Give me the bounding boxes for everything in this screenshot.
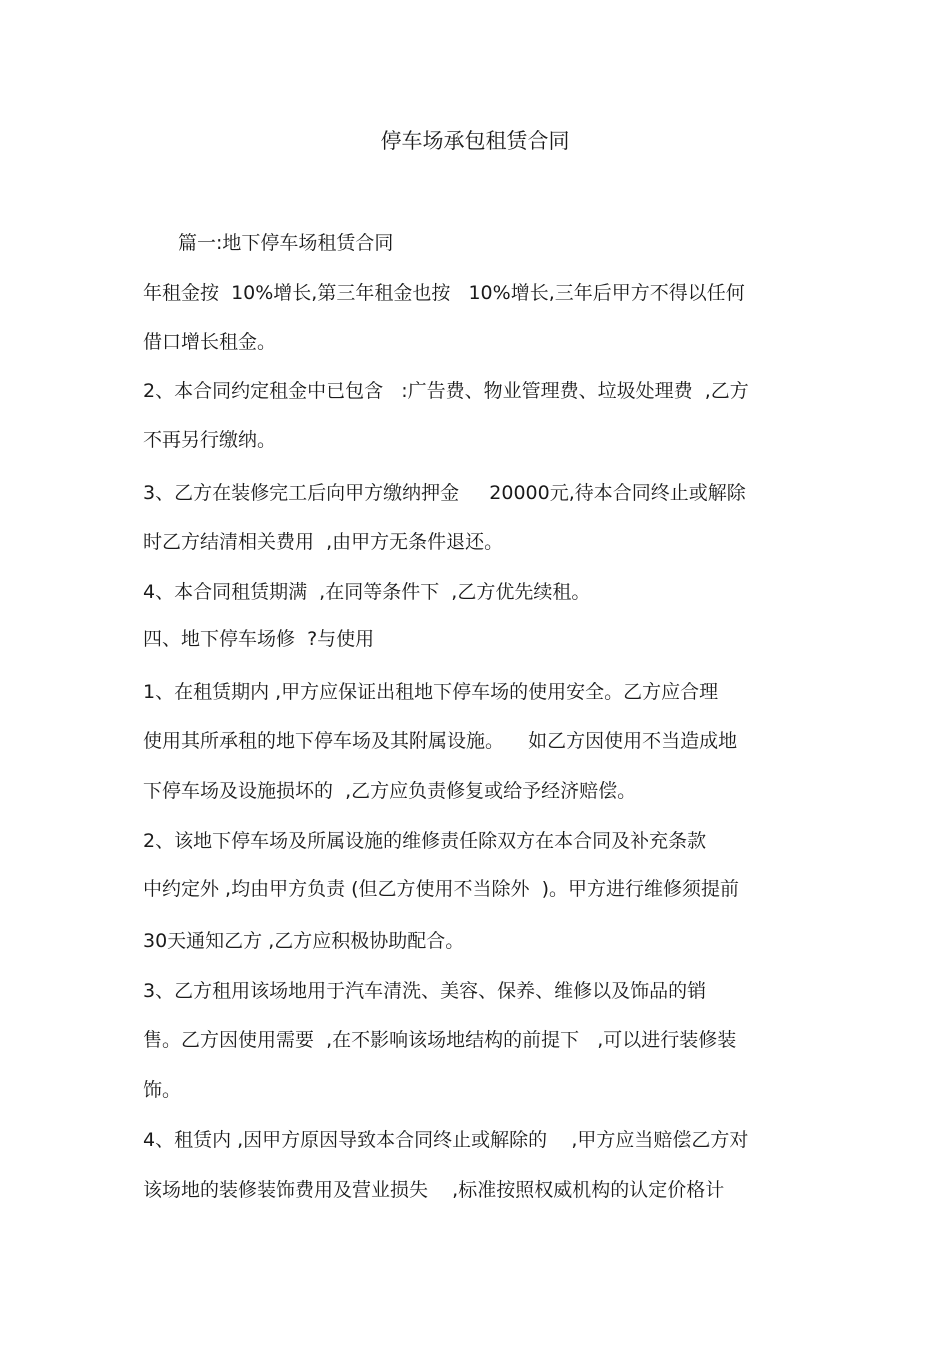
paragraph-line: 30天通知乙方 ,乙方应积极协助配合。 (143, 930, 465, 952)
paragraph-line: 售。乙方因使用需要 ,在不影响该场地结构的前提下 ,可以进行装修装 (143, 1029, 737, 1051)
section-heading: 篇一:地下停车场租赁合同 (178, 232, 394, 254)
paragraph-line: 1、在租赁期内 ,甲方应保证出租地下停车场的使用安全。乙方应合理 (143, 681, 719, 703)
paragraph-line: 借口增长租金。 (143, 331, 277, 353)
paragraph-line: 下停车场及设施损坏的 ,乙方应负责修复或给予经济赔偿。 (143, 780, 637, 802)
paragraph-line: 年租金按 10%增长,第三年租金也按 10%增长,三年后甲方不得以任何 (143, 282, 745, 304)
paragraph-line: 饰。 (143, 1079, 182, 1101)
paragraph-line: 4、本合同租赁期满 ,在同等条件下 ,乙方优先续租。 (143, 581, 591, 603)
paragraph-line: 该场地的装修装饰费用及营业损失 ,标准按照权威机构的认定价格计 (143, 1179, 725, 1201)
section-heading: 四、地下停车场修 ?与使用 (143, 628, 375, 650)
paragraph-line: 不再另行缴纳。 (143, 429, 277, 451)
paragraph-line: 3、乙方在装修完工后向甲方缴纳押金 20000元,待本合同终止或解除 (143, 482, 746, 504)
paragraph-line: 2、本合同约定租金中已包含 :广告费、物业管理费、垃圾处理费 ,乙方 (143, 380, 749, 402)
paragraph-line: 使用其所承租的地下停车场及其附属设施。 如乙方因使用不当造成地 (143, 730, 738, 752)
paragraph-line: 中约定外 ,均由甲方负责 (但乙方使用不当除外 )。甲方进行维修须提前 (143, 878, 740, 900)
paragraph-line: 2、该地下停车场及所属设施的维修责任除双方在本合同及补充条款 (143, 830, 707, 852)
paragraph-line: 4、租赁内 ,因甲方原因导致本合同终止或解除的 ,甲方应当赔偿乙方对 (143, 1129, 749, 1151)
paragraph-line: 3、乙方租用该场地用于汽车清洗、美容、保养、维修以及饰品的销 (143, 980, 707, 1002)
paragraph-line: 时乙方结清相关费用 ,由甲方无条件退还。 (143, 531, 504, 553)
document-title: 停车场承包租赁合同 (380, 129, 570, 153)
